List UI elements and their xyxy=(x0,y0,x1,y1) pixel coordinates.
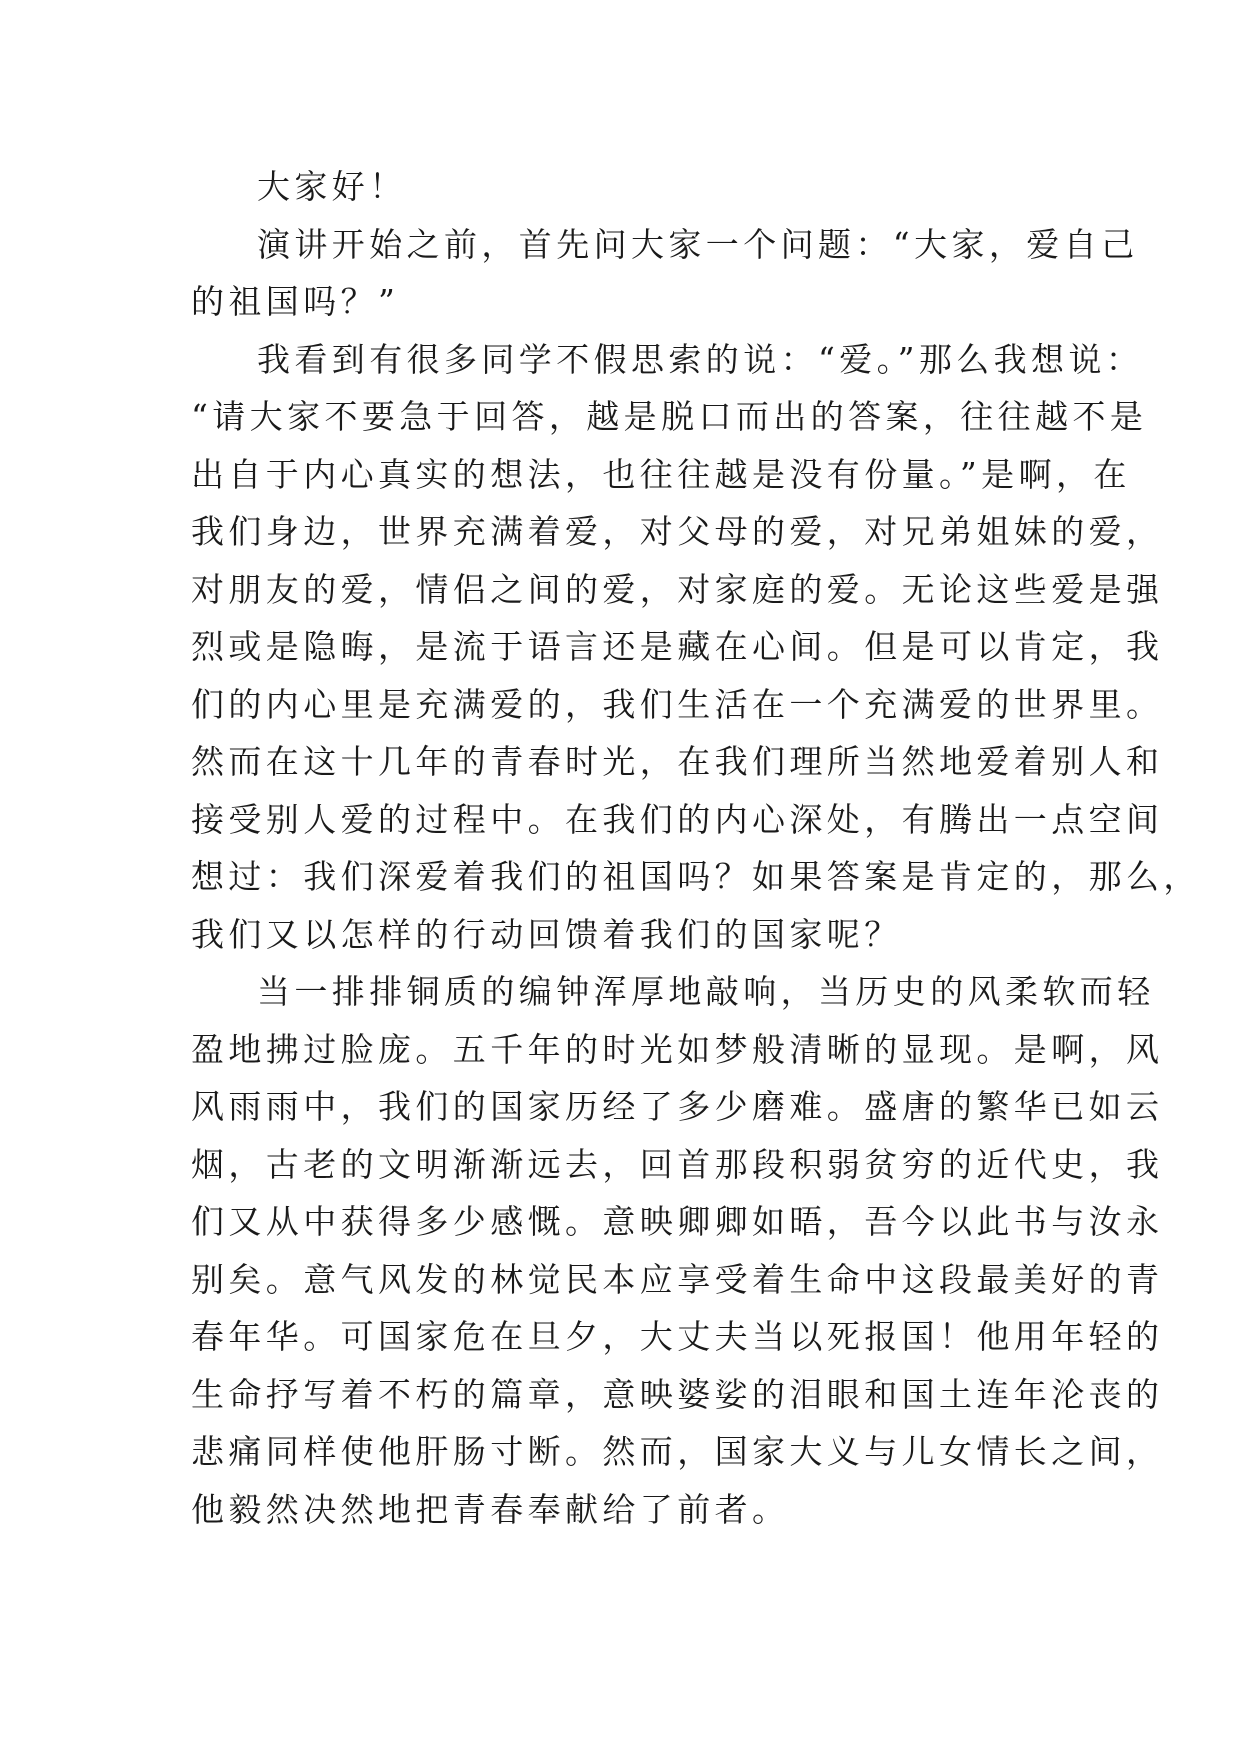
text-line: 悲痛同样使他肝肠寸断。然而，国家大义与儿女情长之间， xyxy=(191,1432,1164,1471)
text-line: 烟，古老的文明渐渐远去，回首那段积弱贫穷的近代史，我 xyxy=(191,1144,1164,1184)
speech-body xyxy=(191,158,1201,1538)
text-line: 风雨雨中，我们的国家历经了多少磨难。盛唐的繁华已如云 xyxy=(191,1087,1164,1126)
text-line: 我们身边，世界充满着爱，对父母的爱，对兄弟姐妹的爱， xyxy=(191,512,1164,551)
text-line: 当一排排铜质的编钟浑厚地敲响，当历史的风柔软而轻 xyxy=(257,972,1155,1011)
text-line: 烈或是隐晦，是流于语言还是藏在心间。但是可以肯定，我 xyxy=(191,627,1164,666)
paragraph-greeting xyxy=(191,158,1071,216)
text-line: 出自于内心真实的想法，也往往越是没有份量。”是啊，在 xyxy=(191,454,1131,494)
text-line: 接受别人爱的过程中。在我们的内心深处，有腾出一点空间 xyxy=(191,799,1164,839)
text-line: 盈地拂过脸庞。五千年的时光如梦般清晰的显现。是啊，风 xyxy=(191,1029,1164,1069)
text-line: “请大家不要急于回答，越是脱口而出的答案，往往越不是 xyxy=(191,397,1148,436)
text-line: 们又从中获得多少感慨。意映卿卿如晤，吾今以此书与汝永 xyxy=(191,1202,1164,1241)
paragraph-love xyxy=(191,331,1201,964)
text-line: 的祖国吗？” xyxy=(191,282,400,321)
text-line: 他毅然决然地把青春奉献给了前者。 xyxy=(191,1489,790,1529)
text-line: 们的内心里是充满爱的，我们生活在一个充满爱的世界里。 xyxy=(191,684,1164,724)
paragraph-question xyxy=(191,216,1139,331)
text-line: 生命抒写着不朽的篇章，意映婆娑的泪眼和国土连年沦丧的 xyxy=(191,1374,1164,1414)
text-line: 想过：我们深爱着我们的祖国吗？如果答案是肯定的，那么， xyxy=(191,857,1201,896)
text-line: 我看到有很多同学不假思索的说：“爱。”那么我想说： xyxy=(257,339,1144,379)
paragraph-history xyxy=(191,963,1164,1538)
text-line: 别矣。意气风发的林觉民本应享受着生命中这段最美好的青 xyxy=(191,1259,1164,1299)
text-line: 大家好！ xyxy=(257,167,407,206)
text-line: 我们又以怎样的行动回馈着我们的国家呢？ xyxy=(191,914,902,954)
text-line: 对朋友的爱，情侣之间的爱，对家庭的爱。无论这些爱是强 xyxy=(191,569,1164,609)
text-line: 演讲开始之前，首先问大家一个问题：“大家，爱自己 xyxy=(257,224,1139,264)
text-line: 春年华。可国家危在旦夕，大丈夫当以死报国！他用年轻的 xyxy=(191,1317,1164,1356)
text-line: 然而在这十几年的青春时光，在我们理所当然地爱着别人和 xyxy=(191,742,1164,781)
